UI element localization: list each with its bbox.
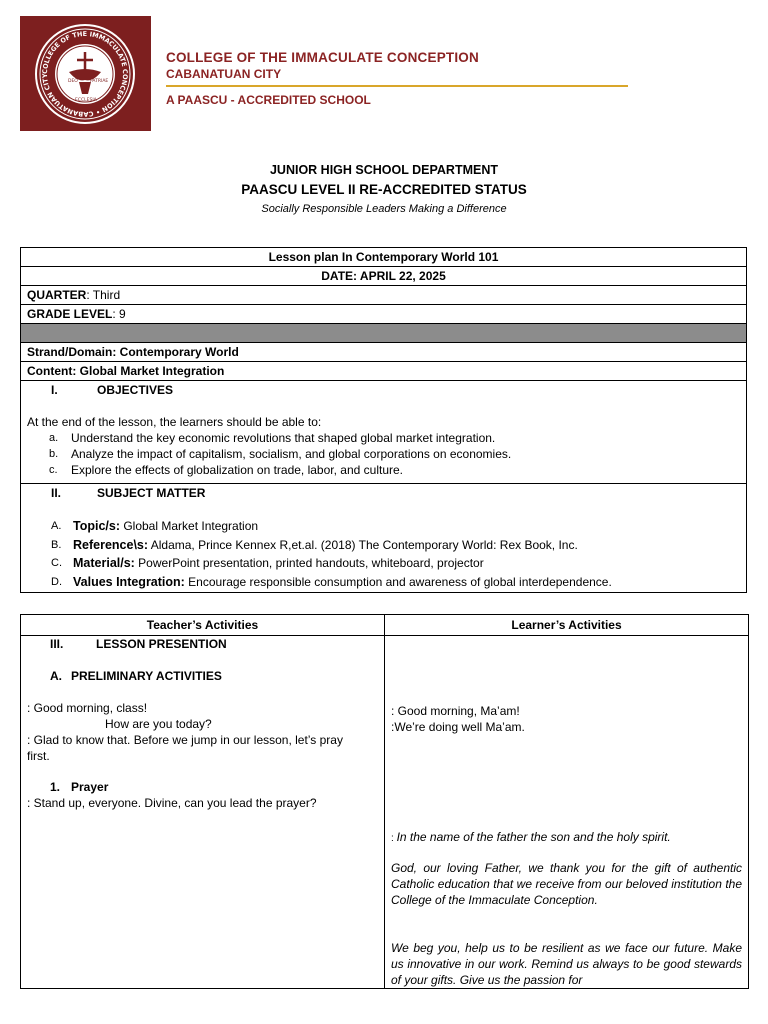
- learner-activities-header: Learner’s Activities: [385, 615, 749, 636]
- objectives-number: I.: [51, 383, 58, 397]
- subject-matter-list: [51, 517, 740, 591]
- accreditation-status: PAASCU LEVEL II RE-ACCREDITED STATUS: [241, 182, 527, 197]
- list-item: c. Explore the effects of globalization on trade, labor, and culture.: [49, 463, 403, 477]
- sub-marker: A.: [50, 669, 62, 683]
- shaded-divider-row: [21, 324, 747, 343]
- accreditation-label: A PAASCU - ACCREDITED SCHOOL: [166, 93, 371, 107]
- school-tagline: Socially Responsible Leaders Making a Difference: [261, 203, 507, 215]
- teacher-prayer-intro: : Glad to know that. Before we jump in our lesson, let’s pray first.: [27, 733, 343, 763]
- seal-ring-text: COLLEGE OF THE IMMACULATE CONCEPTION • CABANATUAN CITY: [40, 29, 130, 119]
- section-title: LESSON PRESENTION: [96, 637, 227, 651]
- subject-matter-section: [21, 484, 747, 593]
- quarter-label: QUARTER: [27, 288, 87, 302]
- grade-label: GRADE LEVEL: [27, 307, 113, 321]
- teacher-activities-header: Teacher’s Activities: [21, 615, 385, 636]
- subject-matter-number: II.: [51, 486, 62, 500]
- content-row: Content: Global Market Integration: [21, 362, 747, 381]
- seal-motto-bottom: ECCLESIA: [75, 98, 97, 103]
- quarter-row: [21, 286, 747, 305]
- list-item: B. Reference\s: Aldama, Prince Kennex R,et.al. (2018) The Contemporary World: Rex Book, Inc.: [51, 537, 578, 552]
- learner-prayer-paragraph-1: God, our loving Father, we thank you for the gift of authentic Catholic education that we receive from our beloved institution the College of the Immaculate Conception.: [391, 861, 742, 907]
- learner-response: :We’re doing well Ma’am.: [391, 720, 525, 734]
- learner-activities-cell: [385, 636, 749, 989]
- objectives-intro: At the end of the lesson, the learners should be able to:: [27, 415, 322, 429]
- header-divider: [166, 85, 628, 87]
- objectives-title: OBJECTIVES: [97, 383, 174, 397]
- school-seal-icon: [33, 22, 137, 126]
- list-item: a. Understand the key economic revolutions that shaped global market integration.: [49, 431, 496, 445]
- objectives-list: [49, 430, 740, 478]
- sub-title: PRELIMINARY ACTIVITIES: [71, 669, 222, 683]
- strand-row: Strand/Domain: Contemporary World: [21, 343, 747, 362]
- learner-prayer-paragraph-2: We beg you, help us to be resilient as we face our future. Make us innovative in our work. Remind us always to be good stewards of your gifts. Give us the passion for: [391, 941, 742, 987]
- prayer-title: Prayer: [71, 780, 109, 794]
- list-item: b. Analyze the impact of capitalism, socialism, and global corporations on economies.: [49, 447, 512, 461]
- school-city: CABANATUAN CITY: [166, 67, 282, 81]
- objectives-section: [21, 381, 747, 484]
- list-item: A. Topic/s: Global Market Integration: [51, 519, 259, 533]
- school-logo: [20, 16, 151, 131]
- teacher-activities-cell: [21, 636, 385, 989]
- quarter-value: : Third: [86, 288, 121, 302]
- grade-row: [21, 305, 747, 324]
- learner-sign-of-cross: : In the name of the father the son and the holy spirit.: [391, 830, 671, 844]
- section-number: III.: [50, 637, 64, 651]
- teacher-greeting: : Good morning, class!: [27, 701, 148, 715]
- school-name: COLLEGE OF THE IMMACULATE CONCEPTION: [166, 50, 479, 65]
- seal-motto-left: DEO: [68, 79, 78, 84]
- department-name: JUNIOR HIGH SCHOOL DEPARTMENT: [269, 163, 499, 177]
- grade-value: : 9: [112, 307, 126, 321]
- lesson-title: Lesson plan In Contemporary World 101: [21, 248, 747, 267]
- lesson-plan-table: [20, 247, 747, 593]
- teacher-question: How are you today?: [105, 717, 212, 731]
- activities-table: [20, 614, 749, 989]
- list-item: D. Values Integration: Encourage responsible consumption and awareness of global interdependence.: [51, 574, 612, 589]
- learner-greeting: : Good morning, Ma’am!: [391, 704, 520, 718]
- seal-motto-right: PATRIAE: [90, 79, 109, 84]
- teacher-prayer-request: : Stand up, everyone. Divine, can you lead the prayer?: [27, 796, 317, 810]
- prayer-marker: 1.: [50, 780, 61, 794]
- lesson-date: DATE: APRIL 22, 2025: [21, 267, 747, 286]
- subject-matter-title: SUBJECT MATTER: [97, 486, 206, 500]
- list-item: C. Material/s: PowerPoint presentation, printed handouts, whiteboard, projector: [51, 556, 484, 570]
